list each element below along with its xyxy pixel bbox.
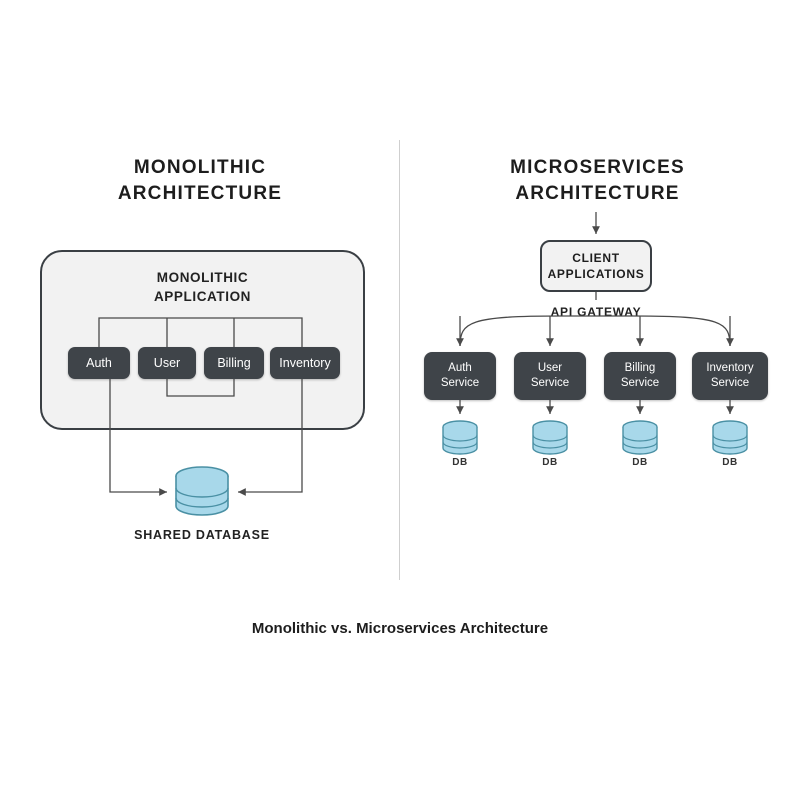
monolith-title-line2: ARCHITECTURE xyxy=(117,183,283,204)
service-auth-line2: Service xyxy=(440,377,480,389)
monolithic-application-label-line1: MONOLITHIC xyxy=(156,270,249,285)
monolith-title xyxy=(60,155,340,207)
module-billing[interactable] xyxy=(204,347,264,379)
monolith-title-line1: MONOLITHIC xyxy=(133,157,267,178)
service-billing-line1: Billing xyxy=(624,362,656,374)
monolithic-application-label xyxy=(55,268,350,306)
database-caption-auth: DB xyxy=(452,457,468,468)
shared-database-icon xyxy=(172,466,232,518)
client-applications-box[interactable] xyxy=(540,240,652,292)
figure-caption: Monolithic vs. Microservices Architecture xyxy=(251,620,549,637)
module-auth-label: Auth xyxy=(86,356,112,370)
panel-divider xyxy=(399,140,400,580)
database-caption-billing: DB xyxy=(632,457,648,468)
service-user-line1: User xyxy=(537,362,563,374)
service-inventory-line1: Inventory xyxy=(706,362,754,374)
client-applications-line1: CLIENT xyxy=(572,251,620,265)
monolithic-application-label-line2: APPLICATION xyxy=(153,289,252,304)
service-user-line2: Service xyxy=(530,377,570,389)
module-auth[interactable] xyxy=(68,347,130,379)
service-billing-line2: Service xyxy=(620,377,660,389)
microservices-title-line1: MICROSERVICES xyxy=(510,157,685,178)
module-user-label: User xyxy=(153,356,181,370)
service-user[interactable] xyxy=(514,352,586,400)
database-icon-auth xyxy=(440,420,480,456)
client-applications-line2: APPLICATIONS xyxy=(547,267,645,281)
service-inventory-line2: Service xyxy=(710,377,750,389)
microservices-title-line2: ARCHITECTURE xyxy=(515,183,680,204)
api-gateway-label: API GATEWAY xyxy=(550,305,642,319)
service-billing[interactable] xyxy=(604,352,676,400)
microservices-title xyxy=(455,155,740,207)
module-billing-label: Billing xyxy=(217,356,251,370)
database-caption-inventory: DB xyxy=(722,457,738,468)
module-inventory-label: Inventory xyxy=(279,356,331,370)
service-inventory[interactable] xyxy=(692,352,768,400)
module-inventory[interactable] xyxy=(270,347,340,379)
database-caption-user: DB xyxy=(542,457,558,468)
service-auth[interactable] xyxy=(424,352,496,400)
database-icon-billing xyxy=(620,420,660,456)
shared-database-caption: SHARED DATABASE xyxy=(134,528,270,542)
database-icon-inventory xyxy=(710,420,750,456)
database-icon-user xyxy=(530,420,570,456)
module-user[interactable] xyxy=(138,347,196,379)
service-auth-line1: Auth xyxy=(448,362,472,374)
